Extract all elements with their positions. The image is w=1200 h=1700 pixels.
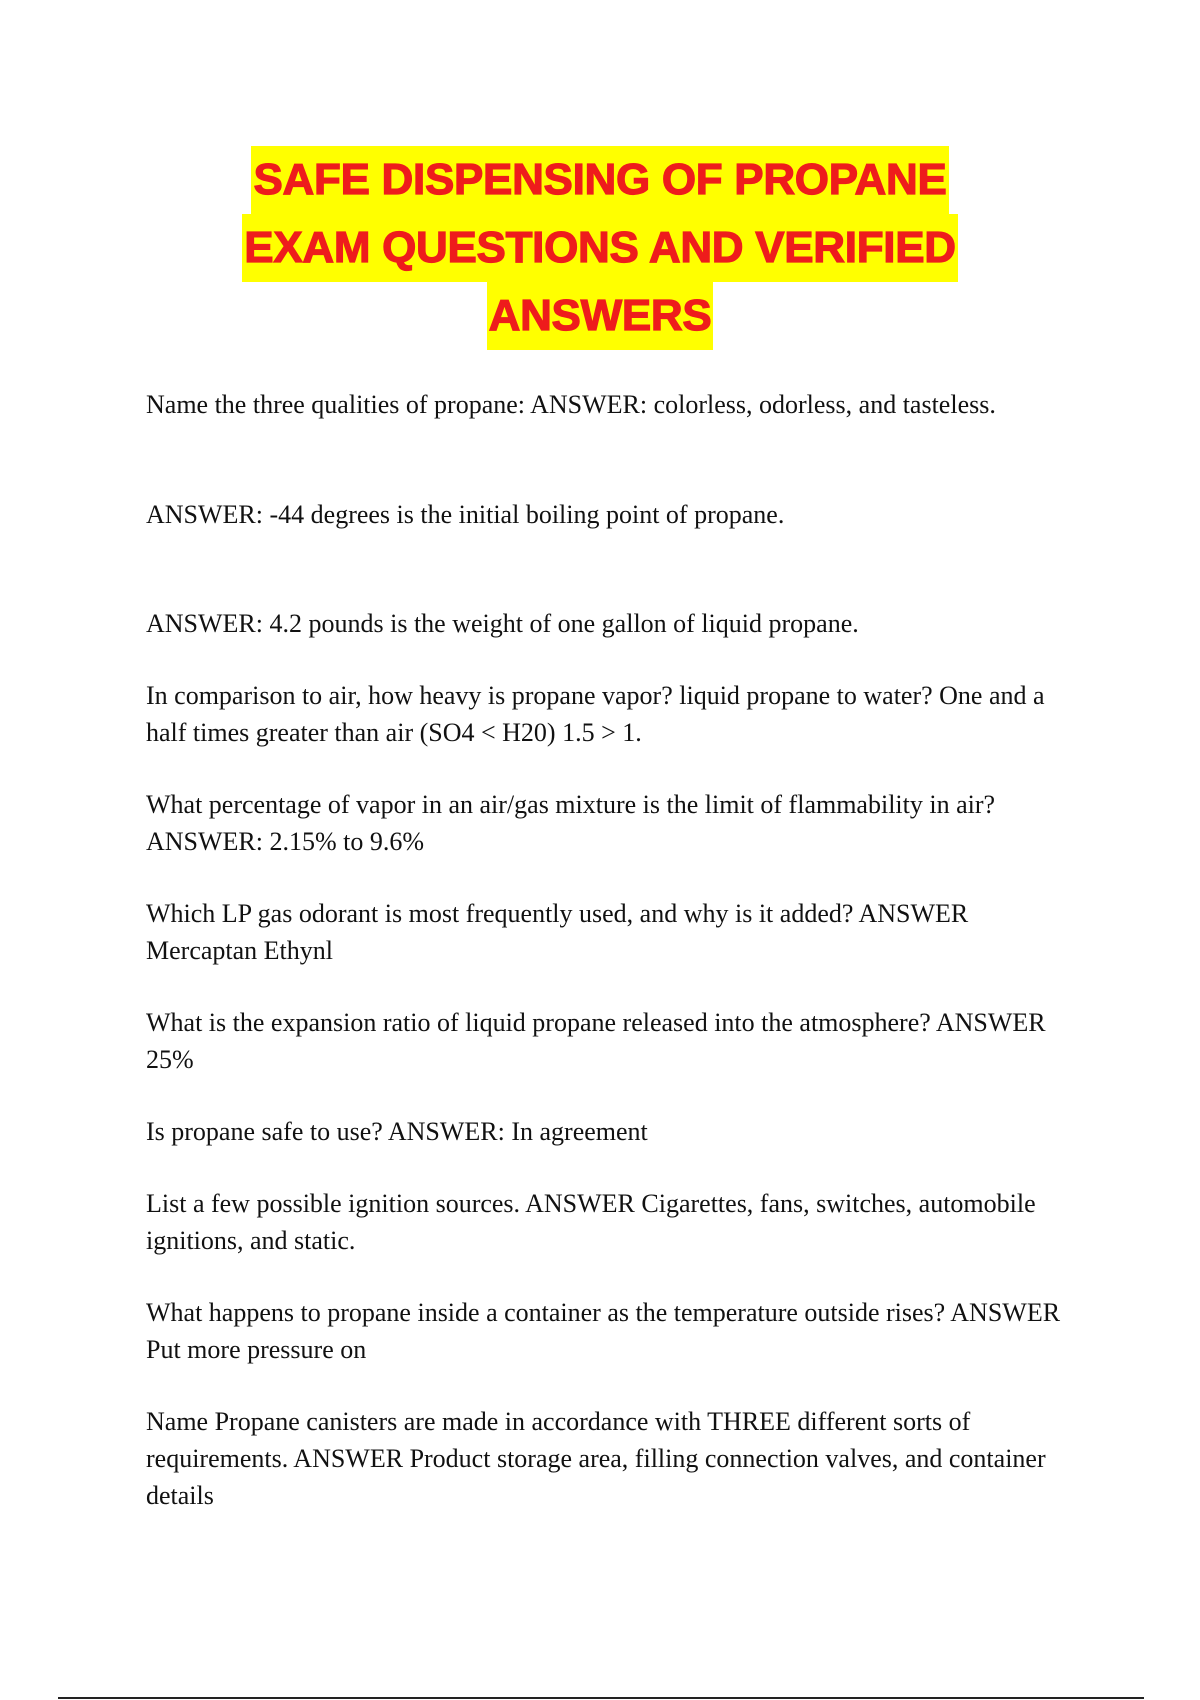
title-line-2: EXAM QUESTIONS AND VERIFIED	[242, 214, 957, 282]
qa-entry-8: Is propane safe to use? ANSWER: In agreement	[146, 1117, 648, 1146]
document-title	[0, 146, 1200, 350]
qa-entry-3: ANSWER: 4.2 pounds is the weight of one gallon of liquid propane.	[146, 609, 859, 638]
qa-entry-10: What happens to propane inside a container as the temperature outside rises? ANSWER Put more pressure on	[146, 1298, 1061, 1364]
qa-entry-6: Which LP gas odorant is most frequently used, and why is it added? ANSWER Mercaptan Ethynl	[146, 899, 969, 965]
title-line-3: ANSWERS	[487, 282, 714, 350]
qa-entry-7: What is the expansion ratio of liquid propane released into the atmosphere? ANSWER 25%	[146, 1008, 1046, 1074]
qa-entry-4: In comparison to air, how heavy is propane vapor? liquid propane to water? One and a half times greater than air (SO4 < H20) 1.5 > 1.	[146, 681, 1045, 747]
qa-entry-11: Name Propane canisters are made in accordance with THREE different sorts of requirements. ANSWER Product storage area, filling connection valves, and container details	[146, 1407, 1046, 1510]
footer-divider	[58, 1697, 1144, 1699]
qa-entry-9: List a few possible ignition sources. ANSWER Cigarettes, fans, switches, automobile ignitions, and static.	[146, 1189, 1036, 1255]
qa-entry-2: ANSWER: -44 degrees is the initial boiling point of propane.	[146, 500, 785, 529]
title-line-1: SAFE DISPENSING OF PROPANE	[251, 146, 948, 214]
qa-entry-5: What percentage of vapor in an air/gas mixture is the limit of flammability in air? ANSWER: 2.15% to 9.6%	[146, 790, 996, 856]
qa-entry-1: Name the three qualities of propane: ANSWER: colorless, odorless, and tasteless.	[146, 390, 996, 419]
